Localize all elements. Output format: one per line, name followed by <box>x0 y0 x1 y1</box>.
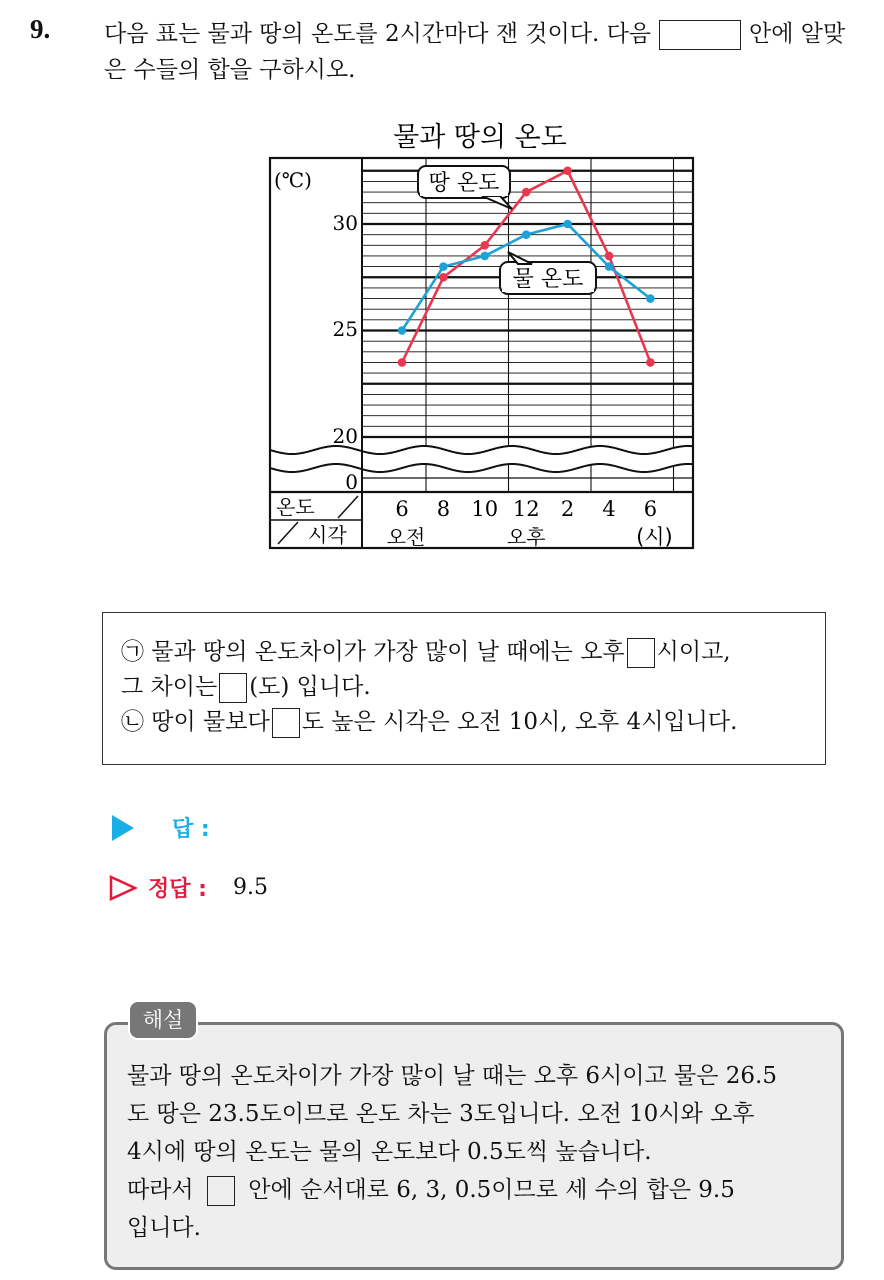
solution-line-4-b: 안에 순서대로 6, 3, 0.5이므로 세 수의 합은 9.5 <box>248 1177 735 1203</box>
question-text <box>104 16 864 88</box>
condition-2-text-a: 그 차이는 <box>121 674 218 700</box>
question-text-part1: 다음 표는 물과 땅의 온도를 2시간마다 잰 것이다. 다음 <box>104 21 652 47</box>
data-point <box>481 252 490 261</box>
water-callout <box>500 252 596 294</box>
data-point <box>605 252 614 261</box>
correct-answer-row <box>108 872 268 903</box>
data-point <box>439 262 448 271</box>
blank-box-1 <box>627 638 655 668</box>
solution-line-3: 4시에 땅의 온도는 물의 온도보다 0.5도씩 높습니다. <box>127 1139 652 1165</box>
land-callout-text: 땅 온도 <box>428 171 500 196</box>
data-point <box>605 262 614 271</box>
correct-answer-value: 9.5 <box>232 875 268 900</box>
corner-label-temp: 온도 <box>276 495 315 519</box>
x-tick-label: 4 <box>602 497 616 521</box>
x-tick-label: 2 <box>560 497 575 521</box>
answer-row <box>108 812 210 843</box>
x-period-am: 오전 <box>386 525 426 549</box>
data-point <box>481 241 490 250</box>
data-point <box>522 188 531 197</box>
corner-slash <box>338 496 358 518</box>
y-tick-label: 20 <box>332 424 358 448</box>
solution-line-4 <box>127 1171 825 1209</box>
condition-line-2 <box>121 670 807 705</box>
condition-line-1 <box>121 635 807 670</box>
data-point <box>563 220 572 229</box>
data-point <box>563 166 572 175</box>
solution-box <box>104 1022 844 1270</box>
temperature-line-chart <box>260 112 700 572</box>
x-tick-label: 10 <box>471 497 499 521</box>
solution-line-4-a: 따라서 <box>127 1177 194 1203</box>
x-tick-label: 6 <box>395 497 409 521</box>
condition-3-text-b: 도 높은 시각은 오전 10시, 오후 4시입니다. <box>301 709 738 735</box>
solution-line-2: 도 땅은 23.5도이므로 온도 차는 3도입니다. 오전 10시와 오후 <box>127 1101 755 1127</box>
y-tick-label: 25 <box>332 317 358 341</box>
data-point <box>646 358 655 367</box>
data-point <box>398 326 407 335</box>
corner-label-time: 시각 <box>308 523 347 547</box>
question-text-part2: 안에 알맞은 수들의 합을 구하시오. <box>104 21 846 83</box>
x-unit-label: (시) <box>636 525 673 549</box>
correct-answer-label: 정답 : <box>148 877 207 902</box>
y-tick-label: 0 <box>345 470 358 494</box>
data-point <box>398 358 407 367</box>
x-period-pm: 오후 <box>506 525 546 549</box>
blank-box-2 <box>219 673 247 703</box>
x-tick-label: 12 <box>512 497 540 521</box>
question-number: 9. <box>30 14 51 44</box>
filled-triangle-icon <box>112 815 134 841</box>
blank-box-3 <box>272 708 300 738</box>
y-tick-label: 30 <box>332 211 358 235</box>
solution-tag: 해설 <box>128 1000 198 1040</box>
corner-slash <box>278 522 298 544</box>
data-point <box>646 294 655 303</box>
axis-break-band <box>270 446 693 472</box>
solution-blank-box <box>207 1176 235 1206</box>
y-unit-label: (℃) <box>274 168 312 192</box>
condition-2-text-b: (도) 입니다. <box>249 674 371 700</box>
data-point <box>439 273 448 282</box>
condition-3-text-a: ㉡ 땅이 물보다 <box>121 709 270 735</box>
solution-line-5: 입니다. <box>127 1215 201 1241</box>
condition-1-text-b: 시이고, <box>656 639 731 665</box>
outline-triangle-icon <box>108 874 138 902</box>
solution-line-1: 물과 땅의 온도차이가 가장 많이 날 때는 오후 6시이고 물은 26.5 <box>127 1063 777 1089</box>
condition-line-3 <box>121 705 807 740</box>
conditions-box <box>102 612 826 765</box>
x-tick-label: 6 <box>643 497 658 521</box>
condition-1-text-a: ㉠ 물과 땅의 온도차이가 가장 많이 날 때에는 오후 <box>121 639 625 665</box>
data-point <box>522 230 531 239</box>
water-callout-text: 물 온도 <box>512 267 584 292</box>
answer-label: 답 : <box>172 817 210 842</box>
question-blank-box <box>659 20 741 50</box>
chart-title: 물과 땅의 온도 <box>393 122 567 153</box>
x-tick-label: 8 <box>436 497 451 521</box>
